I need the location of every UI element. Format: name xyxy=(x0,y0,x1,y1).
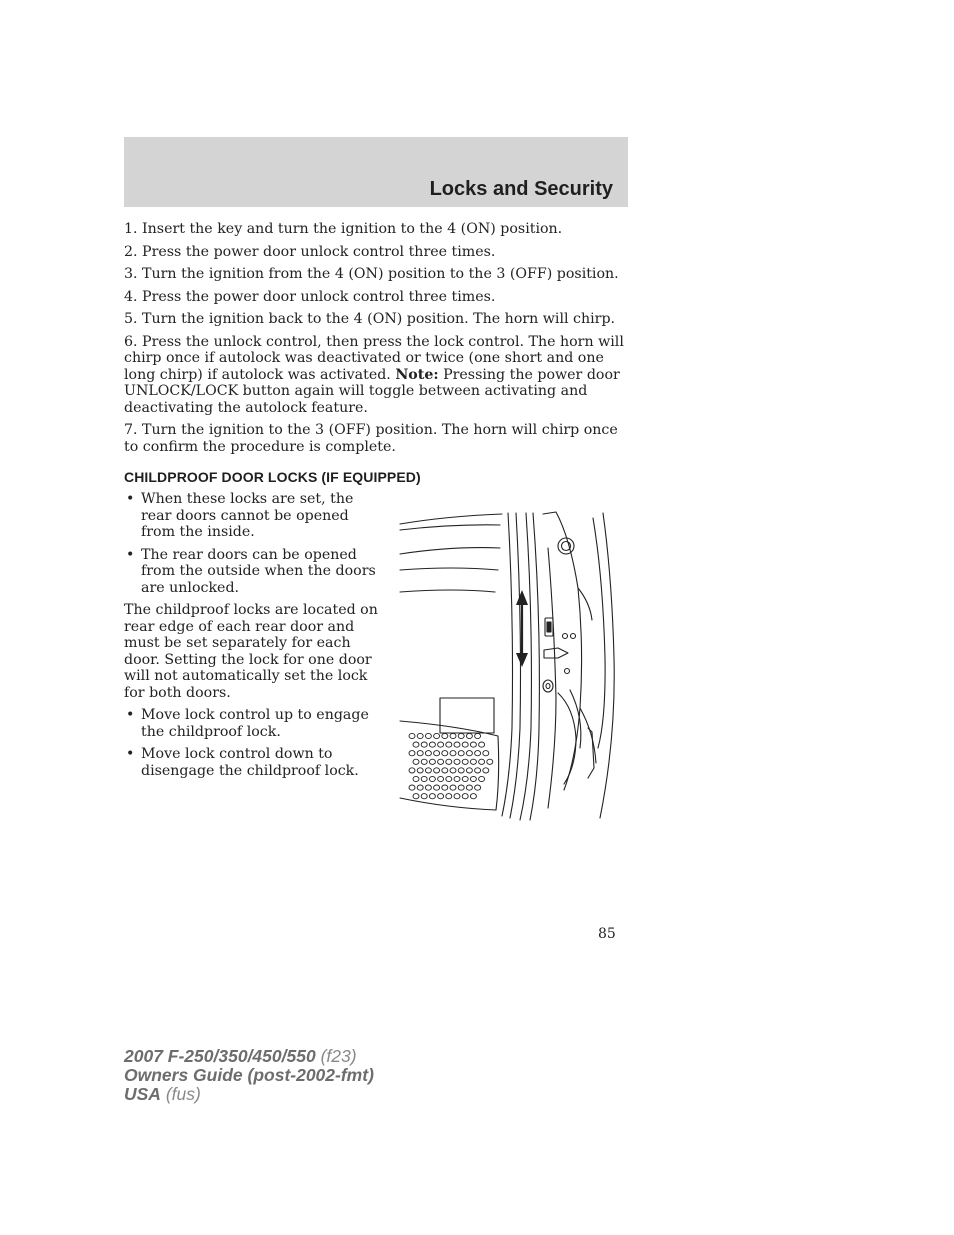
speaker-hole xyxy=(438,776,444,781)
speaker-hole xyxy=(483,768,489,773)
footer-market: USA xyxy=(124,1084,161,1104)
footer-line-3 xyxy=(124,1085,374,1104)
speaker-hole xyxy=(438,742,444,747)
speaker-hole xyxy=(413,794,419,799)
footer xyxy=(124,1047,374,1104)
step-6 xyxy=(124,334,628,417)
footer-market-code: (fus) xyxy=(165,1084,201,1104)
speaker-hole xyxy=(434,751,440,756)
speaker-hole xyxy=(409,733,415,738)
speaker-hole xyxy=(409,768,415,773)
speaker-hole xyxy=(417,785,423,790)
bullet-symbol: • xyxy=(126,491,135,507)
speaker-hole xyxy=(434,733,440,738)
childproof-lock-illustration xyxy=(398,508,618,823)
bullet-symbol: • xyxy=(126,546,135,563)
speaker-hole xyxy=(413,776,419,781)
bullet-text: Move lock control up to engage the childproof lock. xyxy=(141,707,369,740)
procedure-steps xyxy=(124,221,628,461)
bullet-symbol: • xyxy=(126,707,135,723)
speaker-hole xyxy=(429,776,435,781)
speaker-hole xyxy=(409,785,415,790)
speaker-hole xyxy=(475,768,481,773)
speaker-hole xyxy=(458,733,464,738)
speaker-hole xyxy=(417,768,423,773)
speaker-hole xyxy=(421,759,427,764)
bullet-text: Move lock control down to disengage the childproof lock. xyxy=(141,746,359,779)
speaker-hole xyxy=(429,794,435,799)
speaker-hole xyxy=(421,776,427,781)
speaker-hole xyxy=(409,751,415,756)
speaker-hole xyxy=(479,759,485,764)
speaker-hole xyxy=(450,785,456,790)
step-6-text: 6. Press the unlock control, then press the lock control. The horn will chirp once if autolock was deactivated or twice (one short and one long chirp) if autolock was activated. xyxy=(124,333,624,383)
speaker-hole xyxy=(466,785,472,790)
speaker-hole xyxy=(442,733,448,738)
bullet-item xyxy=(124,547,380,597)
footer-guide: Owners Guide (post-2002-fmt) xyxy=(124,1065,374,1085)
header-band xyxy=(124,137,628,207)
bullet-item xyxy=(124,746,380,779)
speaker-hole xyxy=(466,751,472,756)
speaker-hole xyxy=(425,768,431,773)
speaker-hole xyxy=(446,759,452,764)
note-label: Note: xyxy=(395,366,439,383)
speaker-hole xyxy=(425,785,431,790)
step-1: 1. Insert the key and turn the ignition to the 4 (ON) position. xyxy=(124,221,563,237)
speaker-hole xyxy=(429,759,435,764)
page-number: 85 xyxy=(598,926,616,942)
speaker-hole xyxy=(483,751,489,756)
step-4: 4. Press the power door unlock control three times. xyxy=(124,288,496,305)
speaker-hole xyxy=(458,768,464,773)
speaker-hole xyxy=(479,742,485,747)
speaker-hole xyxy=(442,751,448,756)
childproof-paragraph: The childproof locks are located on rear edge of each rear door and must be set separately for each door. Setting the lock for one door will not automatically set the lock for both doors. xyxy=(124,602,378,701)
speaker-hole xyxy=(413,742,419,747)
page-title: Locks and Security xyxy=(429,178,613,200)
speaker-hole xyxy=(434,768,440,773)
childproof-text xyxy=(124,491,380,785)
speaker-hole xyxy=(475,751,481,756)
speaker-hole xyxy=(421,794,427,799)
speaker-hole xyxy=(470,794,476,799)
bullet-item xyxy=(124,707,380,740)
speaker-hole xyxy=(470,776,476,781)
speaker-hole xyxy=(446,794,452,799)
section-heading: CHILDPROOF DOOR LOCKS (IF EQUIPPED) xyxy=(124,469,421,485)
speaker-hole xyxy=(446,776,452,781)
speaker-hole xyxy=(450,751,456,756)
speaker-hole xyxy=(462,776,468,781)
speaker-hole xyxy=(475,785,481,790)
speaker-hole xyxy=(442,785,448,790)
speaker-hole xyxy=(470,742,476,747)
speaker-hole xyxy=(454,776,460,781)
step-7: 7. Turn the ignition to the 3 (OFF) position. The horn will chirp once to confirm the procedure is complete. xyxy=(124,422,618,455)
step-6-note-text: Pressing the power door UNLOCK/LOCK button again will toggle between activating and deactivating the autolock feature. xyxy=(124,366,620,416)
speaker-hole xyxy=(434,785,440,790)
speaker-hole xyxy=(450,768,456,773)
speaker-hole xyxy=(462,742,468,747)
speaker-hole xyxy=(417,751,423,756)
footer-model: 2007 F-250/350/450/550 xyxy=(124,1046,316,1066)
step-3: 3. Turn the ignition from the 4 (ON) position to the 3 (OFF) position. xyxy=(124,266,619,282)
footer-line-1 xyxy=(124,1047,374,1066)
speaker-hole xyxy=(466,733,472,738)
footer-line-2 xyxy=(124,1066,374,1085)
speaker-hole xyxy=(454,759,460,764)
bullet-text: When these locks are set, the rear doors cannot be opened from the inside. xyxy=(141,491,354,540)
speaker-hole xyxy=(442,768,448,773)
speaker-hole xyxy=(446,742,452,747)
speaker-hole xyxy=(429,742,435,747)
speaker-hole xyxy=(450,733,456,738)
speaker-hole xyxy=(417,733,423,738)
bullet-symbol: • xyxy=(126,746,135,762)
speaker-hole xyxy=(479,776,485,781)
speaker-hole xyxy=(454,742,460,747)
speaker-hole xyxy=(466,768,472,773)
speaker-hole xyxy=(470,759,476,764)
bullet-item xyxy=(124,491,380,541)
speaker-hole xyxy=(438,759,444,764)
speaker-hole xyxy=(487,759,493,764)
speaker-hole xyxy=(413,759,419,764)
step-2: 2. Press the power door unlock control three times. xyxy=(124,243,496,260)
bullet-text: The rear doors can be opened from the outside when the doors are unlocked. xyxy=(141,546,376,596)
speaker-hole xyxy=(425,751,431,756)
footer-model-code: (f23) xyxy=(320,1046,357,1066)
speaker-hole xyxy=(454,794,460,799)
speaker-hole xyxy=(458,785,464,790)
speaker-hole xyxy=(425,733,431,738)
speaker-hole xyxy=(462,759,468,764)
speaker-hole xyxy=(475,733,481,738)
step-5: 5. Turn the ignition back to the 4 (ON) position. The horn will chirp. xyxy=(124,311,616,327)
speaker-hole xyxy=(421,742,427,747)
speaker-hole xyxy=(462,794,468,799)
speaker-hole xyxy=(458,751,464,756)
speaker-hole xyxy=(438,794,444,799)
